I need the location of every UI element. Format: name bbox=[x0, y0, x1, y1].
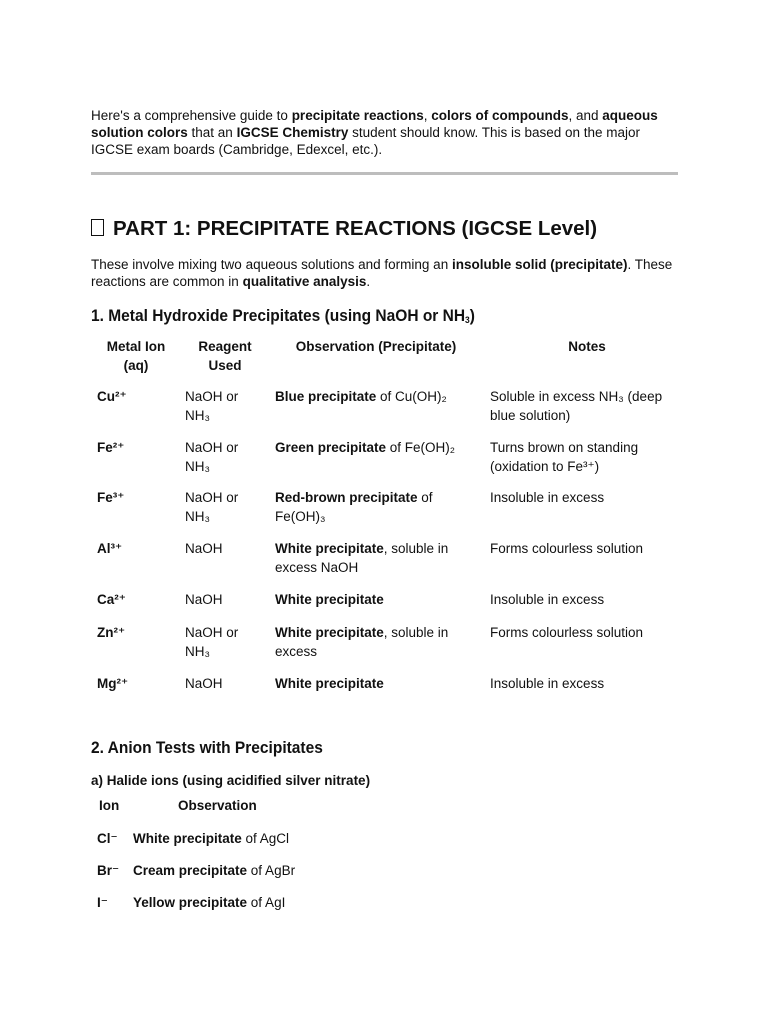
reagent-cell: NaOH bbox=[185, 592, 223, 607]
notes-cell: Forms colourless solution bbox=[490, 625, 644, 640]
reagent-cell: NaOH or NH₃ bbox=[185, 625, 239, 659]
observation-detail: of Fe(OH)₂ bbox=[386, 440, 456, 455]
paragraph-bold: insoluble solid (precipitate) bbox=[451, 257, 628, 272]
observation-bold: Yellow precipitate bbox=[133, 895, 248, 910]
observation-bold: Green precipitate bbox=[275, 440, 387, 455]
horizontal-divider bbox=[91, 172, 678, 175]
observation-cell bbox=[275, 591, 475, 610]
missing-glyph-icon bbox=[91, 219, 104, 236]
section1-heading-end: ) bbox=[469, 307, 475, 325]
metal-ion-cell: Fe³⁺ bbox=[97, 490, 125, 505]
halide-observation-cell bbox=[133, 862, 295, 879]
observation-detail: , soluble in excess NaOH bbox=[275, 541, 449, 575]
column-header-observation: Observation (Precipitate) bbox=[295, 339, 457, 354]
column-header-reagent: Reagent Used bbox=[198, 339, 252, 373]
halide-ion-cell: Br⁻ bbox=[97, 863, 120, 878]
observation-cell bbox=[275, 388, 475, 407]
metal-ion-cell: Al³⁺ bbox=[97, 541, 123, 556]
paragraph-text: These involve mixing two aqueous solutions and forming an bbox=[91, 257, 452, 272]
observation-bold: Blue precipitate bbox=[275, 389, 377, 404]
halide-observation-cell bbox=[133, 830, 289, 847]
halide-ion-cell: I⁻ bbox=[97, 895, 108, 910]
observation-bold: White precipitate bbox=[275, 541, 384, 556]
part1-paragraph bbox=[91, 256, 681, 290]
notes-cell: Insoluble in excess bbox=[490, 490, 605, 505]
observation-cell bbox=[275, 624, 475, 661]
notes-cell: Turns brown on standing (oxidation to Fe³⁺) bbox=[490, 440, 639, 474]
observation-detail: of AgCl bbox=[241, 831, 290, 846]
intro-text: student should know. This is based on the major IGCSE exam boards (Cambridge, Edexcel, etc.). bbox=[91, 125, 641, 157]
observation-bold: Cream precipitate bbox=[133, 863, 248, 878]
observation-cell bbox=[275, 540, 475, 577]
metal-ion-cell: Zn²⁺ bbox=[97, 625, 126, 640]
section1-heading-subscript: 3 bbox=[465, 315, 470, 325]
notes-cell: Insoluble in excess bbox=[490, 676, 605, 691]
part1-title: PART 1: PRECIPITATE REACTIONS (IGCSE Level) bbox=[113, 217, 598, 240]
metal-ion-cell: Cu²⁺ bbox=[97, 389, 127, 404]
notes-cell: Forms colourless solution bbox=[490, 541, 644, 556]
observation-detail: of AgI bbox=[247, 895, 286, 910]
reagent-cell: NaOH bbox=[185, 676, 223, 691]
reagent-cell: NaOH or NH₃ bbox=[185, 440, 239, 474]
column-header-ion: Ion bbox=[99, 798, 120, 813]
notes-cell: Insoluble in excess bbox=[490, 592, 605, 607]
halide-subheading: a) Halide ions (using acidified silver nitrate) bbox=[91, 773, 371, 788]
paragraph-text: . bbox=[366, 274, 371, 289]
intro-bold: colors of compounds bbox=[431, 108, 569, 123]
paragraph-text: . These reactions are common in bbox=[91, 257, 673, 289]
observation-bold: White precipitate bbox=[275, 625, 384, 640]
paragraph-bold: qualitative analysis bbox=[242, 274, 367, 289]
part1-heading bbox=[91, 216, 597, 242]
reagent-cell: NaOH or NH₃ bbox=[185, 490, 239, 524]
metal-ion-cell: Ca²⁺ bbox=[97, 592, 126, 607]
halide-ion-cell: Cl⁻ bbox=[97, 831, 118, 846]
observation-detail: of Fe(OH)₃ bbox=[275, 490, 433, 524]
observation-bold: White precipitate bbox=[275, 592, 384, 607]
section2-heading: 2. Anion Tests with Precipitates bbox=[91, 739, 323, 757]
halide-observation-cell bbox=[133, 894, 285, 911]
intro-paragraph bbox=[91, 107, 681, 158]
reagent-cell: NaOH or NH₃ bbox=[185, 389, 239, 423]
observation-bold: Red-brown precipitate bbox=[275, 490, 418, 505]
observation-cell bbox=[275, 675, 475, 694]
column-header-notes: Notes bbox=[568, 339, 606, 354]
observation-detail: , soluble in excess bbox=[275, 625, 449, 659]
observation-cell bbox=[275, 439, 475, 458]
observation-bold: White precipitate bbox=[133, 831, 242, 846]
intro-bold: aqueous solution colors bbox=[91, 108, 658, 140]
notes-cell: Soluble in excess NH₃ (deep blue solution) bbox=[490, 389, 663, 423]
metal-ion-cell: Fe²⁺ bbox=[97, 440, 125, 455]
intro-text: that an bbox=[187, 125, 237, 140]
metal-ion-cell: Mg²⁺ bbox=[97, 676, 129, 691]
reagent-cell: NaOH bbox=[185, 541, 223, 556]
observation-detail: of AgBr bbox=[247, 863, 296, 878]
intro-text: , and bbox=[568, 108, 603, 123]
observation-detail: of Cu(OH)₂ bbox=[376, 389, 447, 404]
observation-cell bbox=[275, 489, 475, 526]
intro-bold: precipitate reactions bbox=[291, 108, 424, 123]
intro-text: , bbox=[423, 108, 432, 123]
column-header-observation: Observation bbox=[178, 798, 257, 813]
observation-bold: White precipitate bbox=[275, 676, 384, 691]
column-header-metal-ion: Metal Ion (aq) bbox=[106, 339, 166, 373]
intro-text: Here's a comprehensive guide to bbox=[91, 108, 292, 123]
section1-heading bbox=[91, 306, 475, 330]
section1-heading-text: 1. Metal Hydroxide Precipitates (using NaOH or NH bbox=[91, 307, 466, 325]
intro-bold: IGCSE Chemistry bbox=[236, 125, 349, 140]
